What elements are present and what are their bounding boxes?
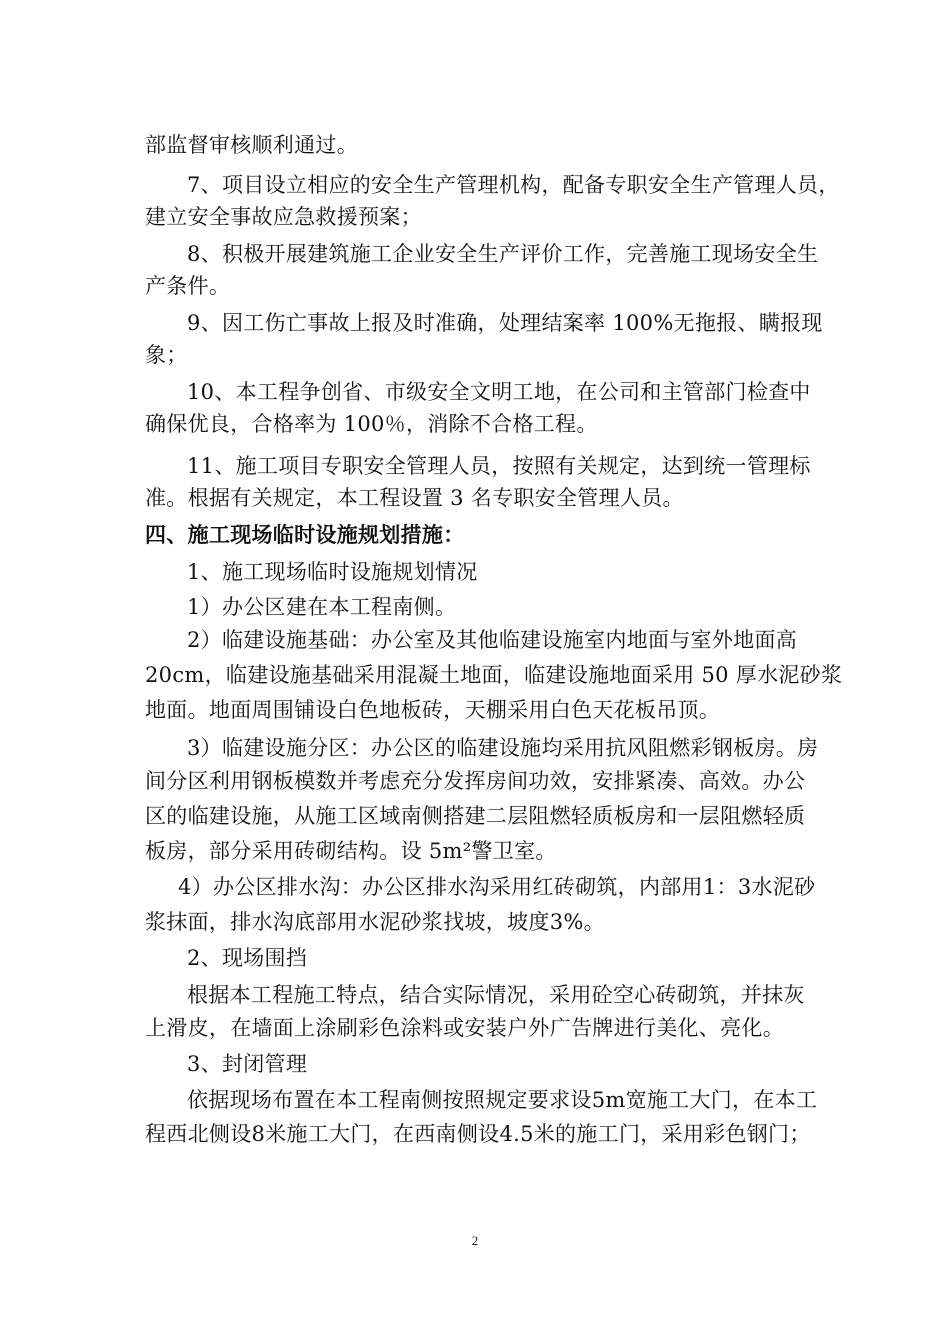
text-line: 9、因工伤亡事故上报及时准确，处理结案率 100%无拖报、瞒报现 — [187, 311, 823, 335]
text-line: 10、本工程争创省、市级安全文明工地，在公司和主管部门检查中 — [187, 380, 811, 404]
text-line: 11、施工项目专职安全管理人员，按照有关规定，达到统一管理标 — [187, 454, 811, 478]
text-line: 1、施工现场临时设施规划情况 — [187, 560, 478, 584]
text-line: 根据本工程施工特点，结合实际情况，采用砼空心砖砌筑，并抹灰 — [187, 983, 805, 1007]
text-line: 地面。地面周围铺设白色地板砖，天棚采用白色天花板吊顶。 — [145, 698, 721, 722]
text-line: 上滑皮，在墙面上涂刷彩色涂料或安装户外广告牌进行美化、亮化。 — [145, 1016, 784, 1040]
text-line: 7、项目设立相应的安全生产管理机构，配备专职安全生产管理人员， — [187, 173, 840, 197]
text-line: 准。根据有关规定，本工程设置 3 名专职安全管理人员。 — [145, 486, 684, 510]
text-line: 3、封闭管理 — [187, 1052, 308, 1076]
text-line: 板房，部分采用砖砌结构。设 5m²警卫室。 — [145, 839, 557, 863]
text-line: 间分区利用钢板模数并考虑充分发挥房间功效，安排紧凑、高效。办公 — [145, 769, 806, 793]
text-line: 部监督审核顺利通过。 — [145, 133, 358, 157]
text-line: 1）办公区建在本工程南侧。 — [187, 595, 457, 619]
text-line: 2）临建设施基础：办公室及其他临建设施室内地面与室外地面高 — [187, 628, 798, 652]
text-line: 8、积极开展建筑施工企业安全生产评价工作，完善施工现场安全生 — [187, 242, 819, 266]
text-line: 3）临建设施分区：办公区的临建设施均采用抗风阻燃彩钢板房。房 — [187, 736, 819, 760]
text-line: 2、现场围挡 — [187, 946, 308, 970]
text-line: 建立安全事故应急救援预案； — [145, 205, 422, 229]
section-heading: 四、施工现场临时设施规划措施： — [145, 523, 465, 547]
text-line: 浆抹面，排水沟底部用水泥砂浆找坡，坡度3%。 — [145, 910, 605, 934]
text-line: 依据现场布置在本工程南侧按照规定要求设5m宽施工大门，在本工 — [187, 1088, 818, 1112]
text-line: 程西北侧设8米施工大门，在西南侧设4.5米的施工门，采用彩色钢门； — [145, 1122, 811, 1146]
text-line: 象； — [145, 343, 188, 367]
text-line: 4）办公区排水沟：办公区排水沟采用红砖砌筑，内部用1：3水泥砂 — [178, 875, 816, 899]
text-line: 产条件。 — [145, 274, 231, 298]
text-line: 确保优良，合格率为 100％，消除不合格工程。 — [145, 412, 598, 436]
text-line: 20cm，临建设施基础采用混凝土地面，临建设施地面采用 50 厚水泥砂浆 — [145, 663, 843, 687]
page-number: 2 — [471, 1233, 479, 1248]
text-line: 区的临建设施，从施工区域南侧搭建二层阻燃轻质板房和一层阻燃轻质 — [145, 804, 806, 828]
